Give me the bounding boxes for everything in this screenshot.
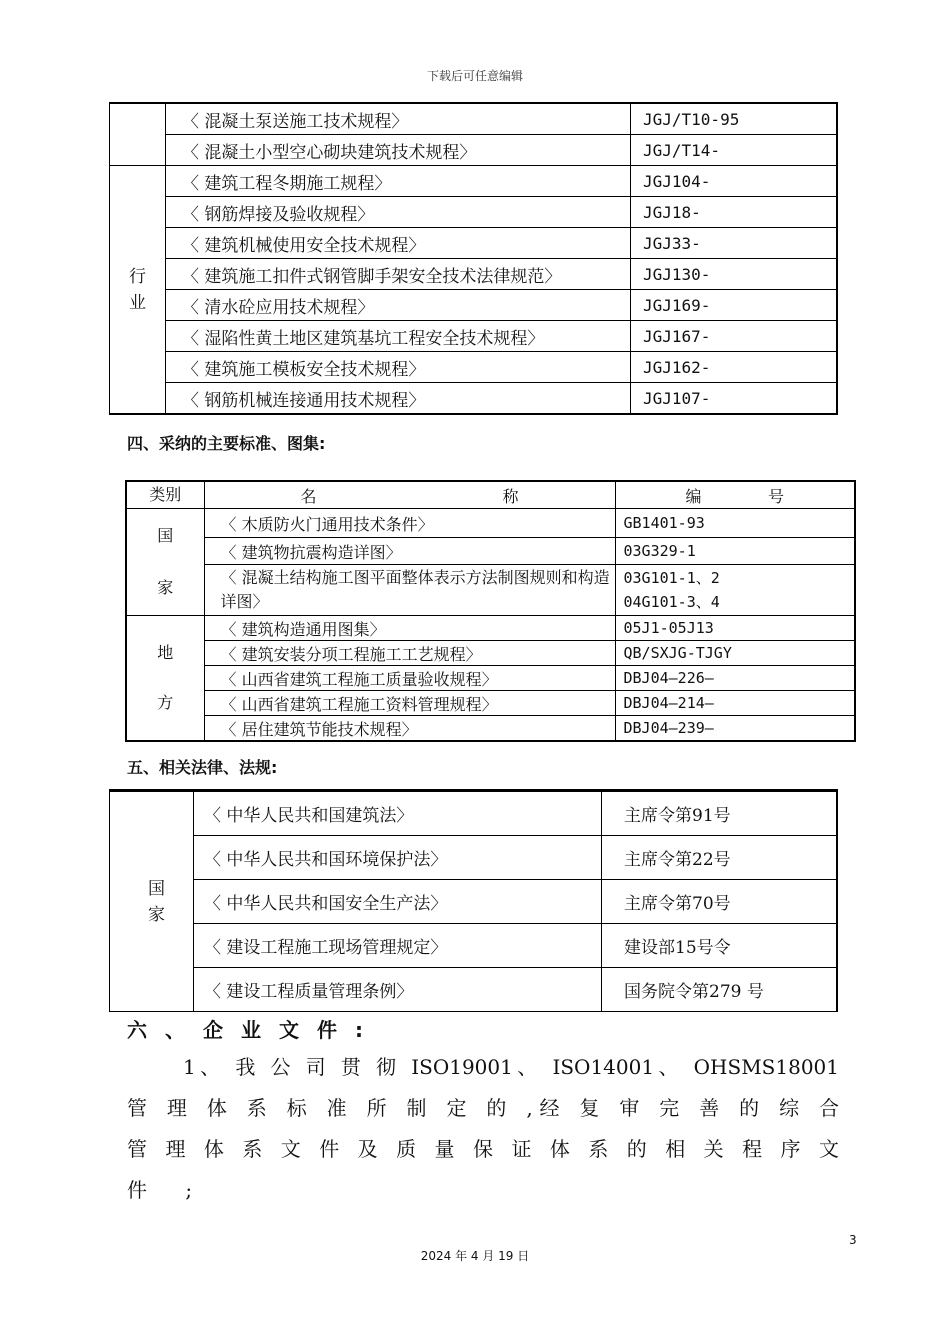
table-row [126,538,855,565]
standard-name: 〈 钢筋焊接及验收规程〉 [166,197,631,228]
law-code: 国务院令第279 号 [602,968,837,1012]
law-name: 〈 建设工程质量管理条例〉 [194,968,602,1012]
laws-table [109,789,838,1012]
standard-name: 〈 居住建筑节能技术规程〉 [204,716,615,742]
standard-code: JGJ33- [631,228,837,259]
category-label: 业 [129,292,146,313]
standard-name: 〈 混凝土泵送施工技术规程〉 [166,103,631,135]
category-cell-national [126,509,204,616]
standard-name: 〈 建筑安装分项工程施工工艺规程〉 [204,641,615,666]
category-cell-national [110,791,194,1012]
section-4-title: 四、采纳的主要标准、图集: [127,434,326,453]
table-row [126,666,855,691]
standard-code [615,565,855,616]
standard-name: 〈 湿陷性黄土地区建筑基坑工程安全技术规程〉 [166,321,631,352]
table-row [110,383,837,415]
table-row [110,321,837,352]
standard-code: JGJ18- [631,197,837,228]
standard-name: 〈 建筑机械使用安全技术规程〉 [166,228,631,259]
law-name: 〈 中华人民共和国环境保护法〉 [194,836,602,880]
table-row [126,716,855,742]
law-name: 〈 中华人民共和国安全生产法〉 [194,880,602,924]
header-name [204,481,615,509]
page-number: 3 [849,1233,857,1247]
table-row [126,616,855,641]
table-row [110,103,837,135]
law-code: 主席令第70号 [602,880,837,924]
table-row [110,968,837,1012]
table-header-row [126,481,855,509]
category-label: 家 [148,904,165,925]
law-code: 主席令第22号 [602,836,837,880]
table-row [110,135,837,166]
table-row [126,509,855,538]
category-cell-local [126,616,204,742]
table-row [126,691,855,716]
section-5-title: 五、相关法律、法规: [127,758,278,777]
standard-code: DBJ04—239— [615,716,855,742]
standard-name: 〈 建筑物抗震构造详图〉 [204,538,615,565]
table-row [110,228,837,259]
table-row [110,791,837,836]
category-label: 地 [157,643,174,662]
standard-code: JGJ107- [631,383,837,415]
table-row [110,352,837,383]
standard-name: 〈 木质防火门通用技术条件〉 [204,509,615,538]
category-cell-top [110,103,166,166]
standard-code: DBJ04—214— [615,691,855,716]
standard-name: 〈 清水砼应用技术规程〉 [166,290,631,321]
paragraph-line: 1、 我 公 司 贯 彻 ISO19001、 ISO14001、 OHSMS18001 [183,1055,839,1079]
category-cell-industry [110,166,166,415]
table-row [110,290,837,321]
standard-name: 〈 建筑工程冬期施工规程〉 [166,166,631,197]
standard-code: JGJ169- [631,290,837,321]
standard-code: 05J1-05J13 [615,616,855,641]
adopted-standards-table [125,480,856,742]
standard-name: 〈 山西省建筑工程施工资料管理规程〉 [204,691,615,716]
standard-code: 03G329-1 [615,538,855,565]
law-name: 〈 建设工程施工现场管理规定〉 [194,924,602,968]
standard-code-line: 04G101-3、4 [623,593,720,611]
page-header: 下载后可任意编辑 [426,69,523,83]
table-row [110,259,837,290]
header-name-part: 称 [502,486,519,506]
law-code: 主席令第91号 [602,791,837,836]
paragraph-line: 件 ; [127,1178,209,1202]
paragraph-line: 管 理 体 系 标 准 所 制 定 的 ,经 复 审 完 善 的 综 合 [127,1096,839,1120]
standard-code: JGJ/T14- [631,135,837,166]
standard-name: 〈 钢筋机械连接通用技术规程〉 [166,383,631,415]
body-paragraph [127,1047,839,1211]
standard-code: DBJ04—226— [615,666,855,691]
standard-code: JGJ/T10-95 [631,103,837,135]
standard-name: 〈 山西省建筑工程施工质量验收规程〉 [204,666,615,691]
category-label: 国 [157,526,174,545]
standard-name: 〈 建筑施工扣件式钢管脚手架安全技术法律规范〉 [166,259,631,290]
header-code-part: 编 [685,486,702,506]
standard-name: 〈 建筑构造通用图集〉 [204,616,615,641]
standard-code: JGJ130- [631,259,837,290]
law-name: 〈 中华人民共和国建筑法〉 [194,791,602,836]
paragraph-line: 管 理 体 系 文 件 及 质 量 保 证 体 系 的 相 关 程 序 文 [127,1137,839,1161]
category-label: 方 [157,693,174,712]
law-code: 建设部15号令 [602,924,837,968]
header-code-part: 号 [767,486,784,506]
category-label: 家 [157,578,174,597]
standard-code: JGJ104- [631,166,837,197]
standard-name: 〈 混凝土小型空心砌块建筑技术规程〉 [166,135,631,166]
header-name-part: 名 [300,486,317,506]
standard-code: JGJ162- [631,352,837,383]
standard-code: GB1401-93 [615,509,855,538]
industry-standards-table [109,102,838,415]
table-row [110,197,837,228]
table-row [126,641,855,666]
table-row [110,836,837,880]
table-row [126,565,855,616]
category-label: 国 [148,878,165,899]
standard-code: JGJ167- [631,321,837,352]
standard-code-line: 03G101-1、2 [623,569,720,587]
header-category: 类别 [126,481,204,509]
section-6-title: 六、企业文件: [127,1018,381,1042]
standard-name: 〈 混凝土结构施工图平面整体表示方法制图规则和构造详图〉 [204,565,615,616]
header-code [615,481,855,509]
standard-code: QB/SXJG-TJGY [615,641,855,666]
table-row [110,166,837,197]
footer-date: 2024 年 4 月 19 日 [420,1249,530,1263]
category-label: 行 [129,266,146,287]
table-row [110,880,837,924]
table-row [110,924,837,968]
standard-name: 〈 建筑施工模板安全技术规程〉 [166,352,631,383]
